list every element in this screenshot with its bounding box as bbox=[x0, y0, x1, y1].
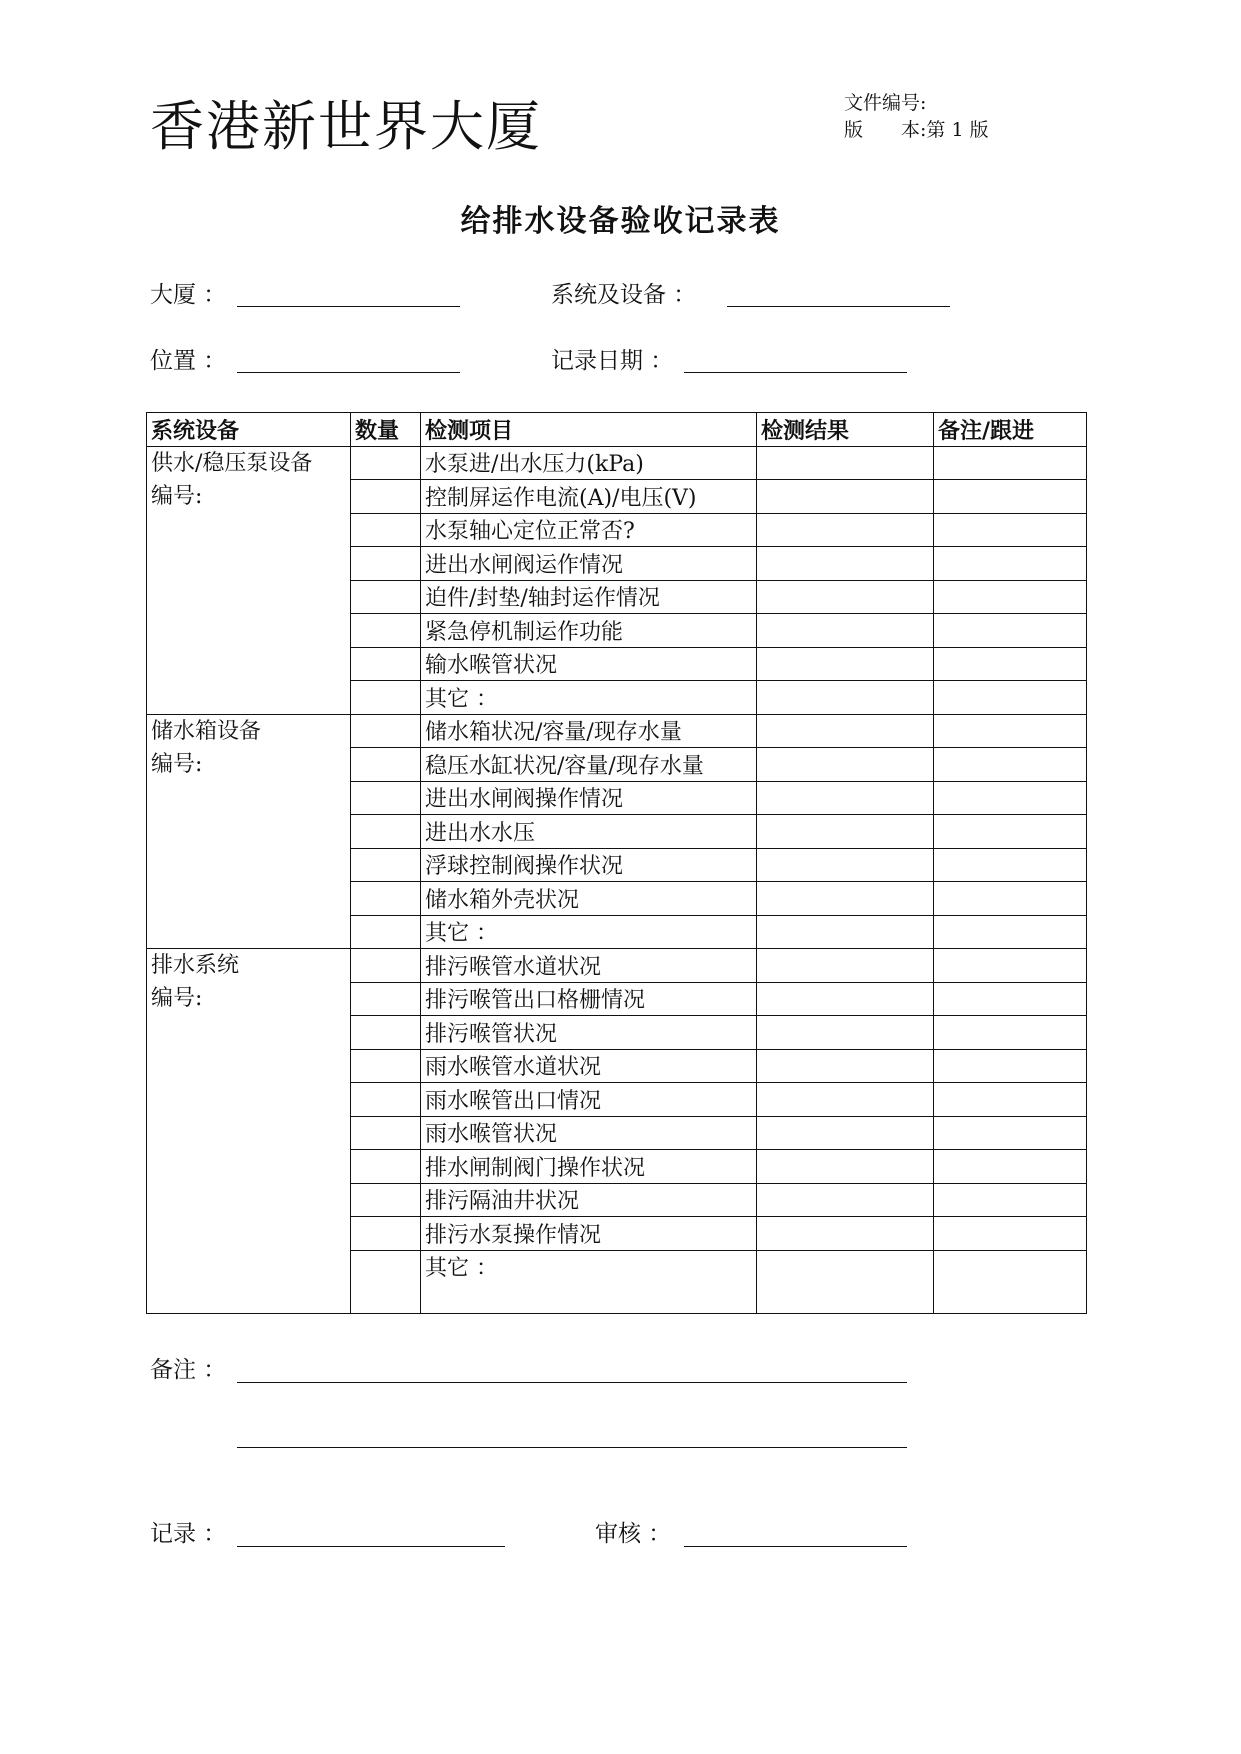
remarks-cell[interactable] bbox=[934, 949, 1087, 983]
quantity-cell[interactable] bbox=[351, 480, 421, 514]
system-name: 储水箱设备 bbox=[151, 718, 262, 744]
result-cell[interactable] bbox=[757, 580, 934, 614]
quantity-cell[interactable] bbox=[351, 1183, 421, 1217]
remarks-cell[interactable] bbox=[934, 1183, 1087, 1217]
header-system: 系统设备 bbox=[147, 413, 351, 447]
check-item-cell: 进出水闸阀操作情况 bbox=[421, 781, 757, 815]
result-cell[interactable] bbox=[757, 949, 934, 983]
remarks-cell[interactable] bbox=[934, 1083, 1087, 1117]
check-item-cell: 稳压水缸状况/容量/现存水量 bbox=[421, 748, 757, 782]
remarks-cell[interactable] bbox=[934, 982, 1087, 1016]
quantity-cell[interactable] bbox=[351, 1217, 421, 1251]
quantity-cell[interactable] bbox=[351, 1083, 421, 1117]
quantity-cell[interactable] bbox=[351, 1016, 421, 1050]
remarks-cell[interactable] bbox=[934, 915, 1087, 949]
result-cell[interactable] bbox=[757, 781, 934, 815]
quantity-cell[interactable] bbox=[351, 1250, 421, 1313]
quantity-cell[interactable] bbox=[351, 1116, 421, 1150]
quantity-cell[interactable] bbox=[351, 446, 421, 480]
table-row bbox=[147, 949, 1087, 983]
remarks-cell[interactable] bbox=[934, 681, 1087, 715]
result-cell[interactable] bbox=[757, 446, 934, 480]
remarks-cell[interactable] bbox=[934, 748, 1087, 782]
quantity-cell[interactable] bbox=[351, 647, 421, 681]
doc-number-label: 文件编号: bbox=[844, 92, 927, 114]
result-cell[interactable] bbox=[757, 915, 934, 949]
check-item-cell: 紧急停机制运作功能 bbox=[421, 614, 757, 648]
remarks-cell[interactable] bbox=[934, 781, 1087, 815]
quantity-cell[interactable] bbox=[351, 915, 421, 949]
system-cell bbox=[147, 446, 351, 714]
quantity-cell[interactable] bbox=[351, 714, 421, 748]
remarks-cell[interactable] bbox=[934, 714, 1087, 748]
table-body bbox=[147, 446, 1087, 1313]
result-cell[interactable] bbox=[757, 1217, 934, 1251]
building-input-line[interactable] bbox=[237, 306, 460, 307]
quantity-cell[interactable] bbox=[351, 848, 421, 882]
quantity-cell[interactable] bbox=[351, 748, 421, 782]
result-cell[interactable] bbox=[757, 1116, 934, 1150]
remarks-cell[interactable] bbox=[934, 1150, 1087, 1184]
check-item-cell: 控制屏运作电流(A)/电压(V) bbox=[421, 480, 757, 514]
inspection-table bbox=[146, 412, 1087, 1314]
location-input-line[interactable] bbox=[237, 372, 460, 373]
quantity-cell[interactable] bbox=[351, 580, 421, 614]
result-cell[interactable] bbox=[757, 547, 934, 581]
quantity-cell[interactable] bbox=[351, 681, 421, 715]
result-cell[interactable] bbox=[757, 1183, 934, 1217]
remarks-cell[interactable] bbox=[934, 1049, 1087, 1083]
check-item-cell: 其它 ： bbox=[421, 915, 757, 949]
result-cell[interactable] bbox=[757, 748, 934, 782]
check-item-cell: 排污水泵操作情况 bbox=[421, 1217, 757, 1251]
result-cell[interactable] bbox=[757, 513, 934, 547]
header-check-item: 检测项目 bbox=[421, 413, 757, 447]
date-label: 记录日期 ： bbox=[551, 348, 674, 374]
quantity-cell[interactable] bbox=[351, 882, 421, 916]
remarks-line-1[interactable] bbox=[237, 1382, 907, 1383]
remarks-label: 备注 ： bbox=[150, 1357, 227, 1383]
header-quantity: 数量 bbox=[351, 413, 421, 447]
check-item-cell: 排污隔油井状况 bbox=[421, 1183, 757, 1217]
remarks-cell[interactable] bbox=[934, 614, 1087, 648]
check-item-cell: 进出水水压 bbox=[421, 815, 757, 849]
quantity-cell[interactable] bbox=[351, 513, 421, 547]
quantity-cell[interactable] bbox=[351, 1150, 421, 1184]
remarks-cell[interactable] bbox=[934, 1016, 1087, 1050]
quantity-cell[interactable] bbox=[351, 547, 421, 581]
reviewer-label: 审核 ： bbox=[595, 1521, 672, 1547]
result-cell[interactable] bbox=[757, 1016, 934, 1050]
quantity-cell[interactable] bbox=[351, 781, 421, 815]
system-cell bbox=[147, 949, 351, 1314]
date-input-line[interactable] bbox=[684, 372, 907, 373]
reviewer-input-line[interactable] bbox=[684, 1546, 907, 1547]
check-item-cell: 排污喉管出口格栅情况 bbox=[421, 982, 757, 1016]
table-header-row bbox=[147, 413, 1087, 447]
remarks-line-2[interactable] bbox=[237, 1447, 907, 1448]
remarks-cell[interactable] bbox=[934, 647, 1087, 681]
result-cell[interactable] bbox=[757, 614, 934, 648]
version-label: 版 本:第 1 版 bbox=[844, 119, 989, 141]
remarks-cell[interactable] bbox=[934, 1250, 1087, 1313]
result-cell[interactable] bbox=[757, 714, 934, 748]
system-label: 系统及设备 ： bbox=[551, 282, 697, 308]
result-cell[interactable] bbox=[757, 982, 934, 1016]
system-cell bbox=[147, 714, 351, 949]
remarks-cell[interactable] bbox=[934, 1217, 1087, 1251]
system-name: 排水系统 bbox=[151, 953, 240, 978]
check-item-cell: 雨水喉管水道状况 bbox=[421, 1049, 757, 1083]
result-cell[interactable] bbox=[757, 1150, 934, 1184]
quantity-cell[interactable] bbox=[351, 982, 421, 1016]
remarks-cell[interactable] bbox=[934, 446, 1087, 480]
remarks-cell[interactable] bbox=[934, 480, 1087, 514]
form-title: 给排水设备验收记录表 bbox=[460, 204, 781, 239]
check-item-cell: 浮球控制阀操作状况 bbox=[421, 848, 757, 882]
system-name: 供水/稳压泵设备 bbox=[151, 450, 313, 476]
check-item-cell: 储水箱外壳状况 bbox=[421, 882, 757, 916]
remarks-cell[interactable] bbox=[934, 815, 1087, 849]
check-item-cell: 雨水喉管状况 bbox=[421, 1116, 757, 1150]
system-input-line[interactable] bbox=[727, 306, 950, 307]
remarks-cell[interactable] bbox=[934, 1116, 1087, 1150]
company-name: 香港新世界大厦 bbox=[150, 95, 542, 158]
check-item-cell: 输水喉管状况 bbox=[421, 647, 757, 681]
result-cell[interactable] bbox=[757, 848, 934, 882]
remarks-cell[interactable] bbox=[934, 882, 1087, 916]
quantity-cell[interactable] bbox=[351, 614, 421, 648]
result-cell[interactable] bbox=[757, 1049, 934, 1083]
check-item-cell: 雨水喉管出口情况 bbox=[421, 1083, 757, 1117]
system-code-label: 编号: bbox=[151, 751, 203, 777]
check-item-cell: 迫件/封垫/轴封运作情况 bbox=[421, 580, 757, 614]
check-item-cell: 水泵轴心定位正常否? bbox=[421, 513, 757, 547]
system-code-label: 编号: bbox=[151, 483, 203, 509]
result-cell[interactable] bbox=[757, 882, 934, 916]
recorder-label: 记录 ： bbox=[150, 1521, 227, 1547]
header-result: 检测结果 bbox=[757, 413, 934, 447]
table-row bbox=[147, 714, 1087, 748]
check-item-cell: 水泵进/出水压力(kPa) bbox=[421, 446, 757, 480]
check-item-cell: 其它 ： bbox=[421, 681, 757, 715]
remarks-cell[interactable] bbox=[934, 580, 1087, 614]
remarks-cell[interactable] bbox=[934, 848, 1087, 882]
check-item-cell: 进出水闸阀运作情况 bbox=[421, 547, 757, 581]
check-item-cell: 其它 ： bbox=[421, 1250, 757, 1313]
quantity-cell[interactable] bbox=[351, 1049, 421, 1083]
result-cell[interactable] bbox=[757, 1083, 934, 1117]
building-label: 大厦 ： bbox=[150, 282, 227, 308]
result-cell[interactable] bbox=[757, 815, 934, 849]
remarks-cell[interactable] bbox=[934, 547, 1087, 581]
check-item-cell: 储水箱状况/容量/现存水量 bbox=[421, 714, 757, 748]
result-cell[interactable] bbox=[757, 647, 934, 681]
check-item-cell: 排污喉管状况 bbox=[421, 1016, 757, 1050]
check-item-cell: 排水闸制阀门操作状况 bbox=[421, 1150, 757, 1184]
quantity-cell[interactable] bbox=[351, 815, 421, 849]
check-item-cell: 排污喉管水道状况 bbox=[421, 949, 757, 983]
recorder-input-line[interactable] bbox=[237, 1546, 505, 1547]
table-row bbox=[147, 446, 1087, 480]
remarks-cell[interactable] bbox=[934, 513, 1087, 547]
location-label: 位置 ： bbox=[150, 348, 227, 374]
result-cell[interactable] bbox=[757, 681, 934, 715]
quantity-cell[interactable] bbox=[351, 949, 421, 983]
result-cell[interactable] bbox=[757, 1250, 934, 1313]
header-remarks: 备注/跟进 bbox=[934, 413, 1087, 447]
system-code-label: 编号: bbox=[151, 986, 203, 1011]
result-cell[interactable] bbox=[757, 480, 934, 514]
